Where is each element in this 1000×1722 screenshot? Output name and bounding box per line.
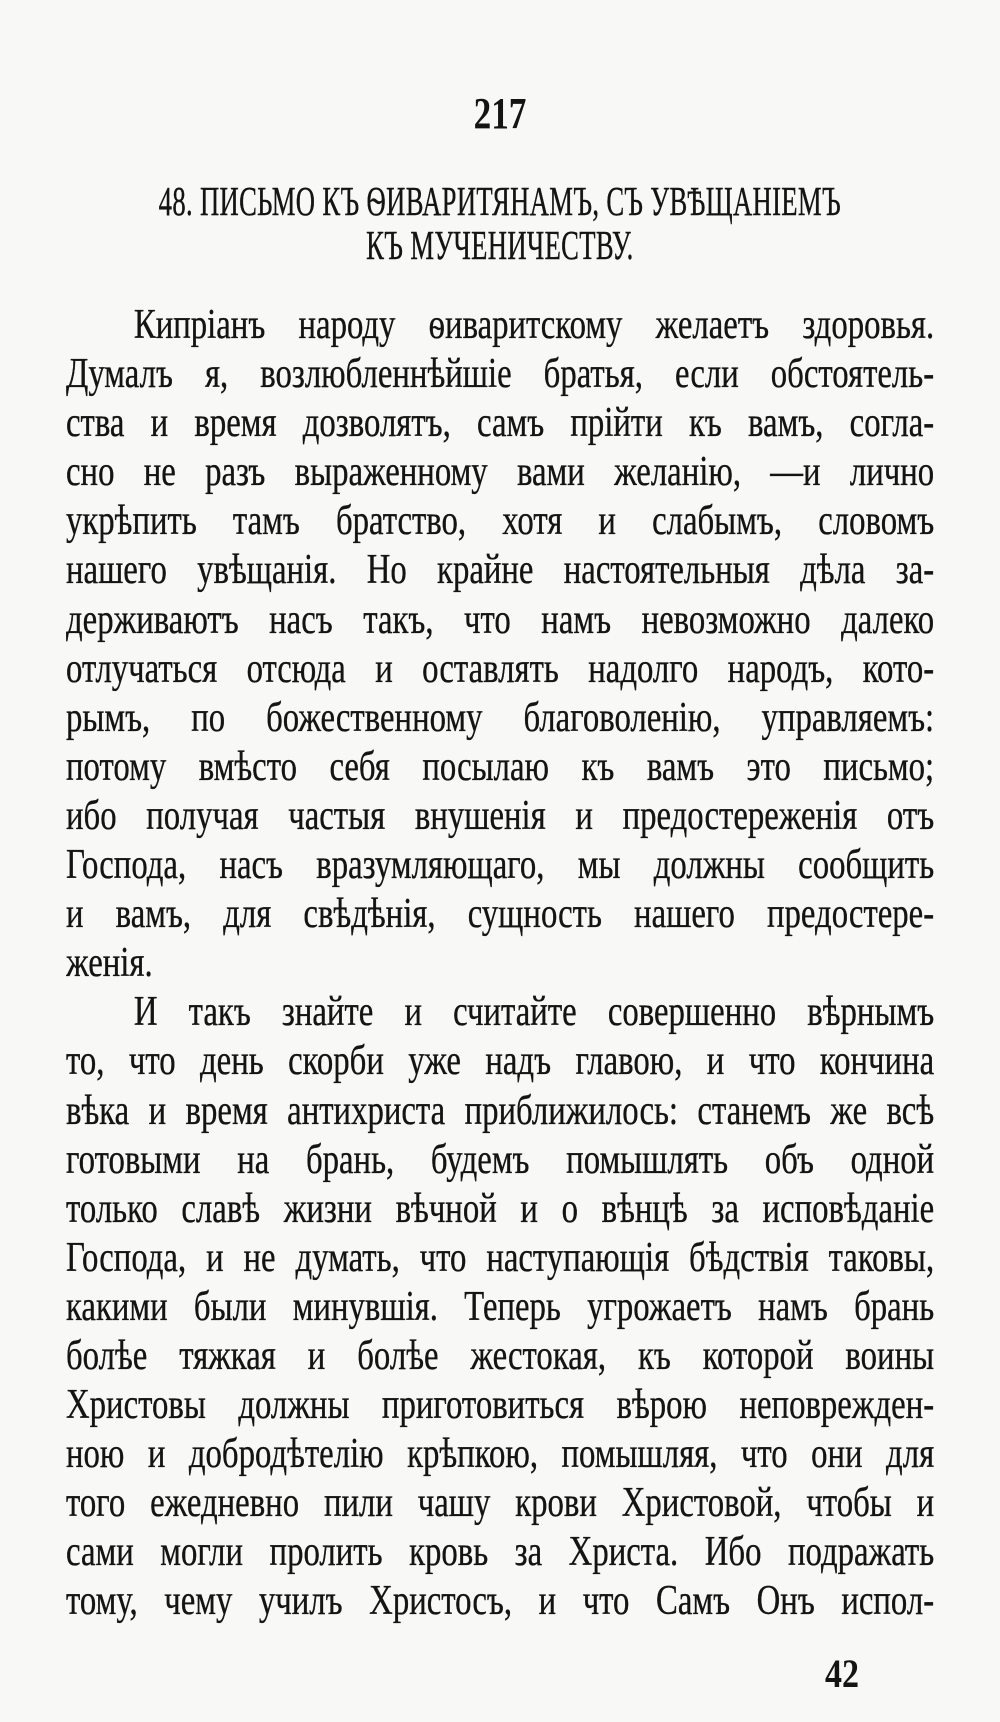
paragraph-2-line-11: того ежедневно пили чашу крови Христовой, чтобы и	[66, 1480, 935, 1527]
title-line-2: КЪ МУЧЕНИЧЕСТВУ.	[366, 222, 634, 268]
paragraph-1-line-7: держиваютъ насъ такъ, что намъ невозможно далеко	[66, 596, 935, 643]
paragraph-1-line-14: женія.	[66, 940, 153, 987]
paragraph-2-line-2: то, что день скорби уже надъ главою, и что кончина	[66, 1038, 935, 1085]
paragraph-2-line-9: Христовы должны приготовиться вѣрою неповрежден-	[66, 1382, 935, 1429]
paragraph-2-line-3: вѣка и время антихриста приближилось: станемъ же всѣ	[66, 1087, 935, 1134]
paragraph-2-line-13: тому, чему училъ Христосъ, и что Самъ Онъ испол-	[66, 1578, 935, 1625]
letter-title	[66, 179, 934, 267]
paragraph-2-line-8: болѣе тяжкая и болѣе жестокая, къ которой воины	[66, 1332, 935, 1379]
paragraph-2-line-1: И такъ знайте и считайте совершенно вѣрнымъ	[133, 989, 935, 1036]
paragraph-2	[66, 988, 934, 1626]
paragraph-1-line-9: рымъ, по божественному благоволенію, управляемъ:	[66, 694, 935, 741]
paragraph-1-line-5: укрѣпить тамъ братство, хотя и слабымъ, словомъ	[66, 498, 935, 545]
paragraph-2-line-7: какими были минувшія. Теперь угрожаетъ намъ брань	[66, 1283, 935, 1330]
paragraph-1-line-6: нашего увѣщанія. Но крайне настоятельныя дѣла за-	[66, 547, 935, 594]
paragraph-1	[66, 301, 934, 988]
paragraph-1-line-4: сно не разъ выраженному вами желанію, —и лично	[66, 449, 935, 496]
paragraph-1-line-10: потому вмѣсто себя посылаю къ вамъ это письмо;	[66, 743, 935, 790]
paragraph-2-line-6: Господа, и не думать, что наступающія бѣдствія таковы,	[66, 1234, 935, 1281]
paragraph-1-line-11: ибо получая частыя внушенія и предостереженія отъ	[66, 792, 935, 839]
paragraph-2-line-5: только славѣ жизни вѣчной и о вѣнцѣ за исповѣданіе	[66, 1185, 935, 1232]
body-text	[66, 301, 934, 1627]
paragraph-1-line-13: и вамъ, для свѣдѣнія, сущность нашего предостере-	[66, 891, 935, 938]
signature-mark-text: 42	[825, 1651, 859, 1696]
paragraph-1-line-12: Господа, насъ вразумляющаго, мы должны сообщить	[66, 842, 935, 889]
page-number-text: 217	[473, 89, 527, 138]
title-line-1: 48. ПИСЬМО КЪ ѲИВАРИТЯНАМЪ, СЪ УВѢЩАНІЕМЪ	[158, 178, 842, 224]
paragraph-1-line-1: Кипріанъ народу ѳиваритскому желаетъ здоровья.	[133, 302, 935, 348]
signature-mark	[800, 1650, 884, 1698]
paragraph-2-line-10: ною и добродѣтелію крѣпкою, помышляя, что они для	[66, 1431, 935, 1478]
paragraph-2-line-4: готовыми на брань, будемъ помышлять объ одной	[66, 1136, 935, 1183]
paragraph-1-line-2: Думалъ я, возлюбленнѣйшіе братья, если обстоятель-	[66, 351, 935, 398]
page-number	[0, 90, 1000, 138]
paragraph-1-line-8: отлучаться отсюда и оставлять надолго народъ, кото-	[66, 645, 935, 692]
paragraph-2-line-12: сами могли пролить кровь за Христа. Ибо подражать	[66, 1529, 935, 1576]
paragraph-1-line-3: ства и время дозволятъ, самъ прійти къ вамъ, согла-	[66, 400, 935, 447]
